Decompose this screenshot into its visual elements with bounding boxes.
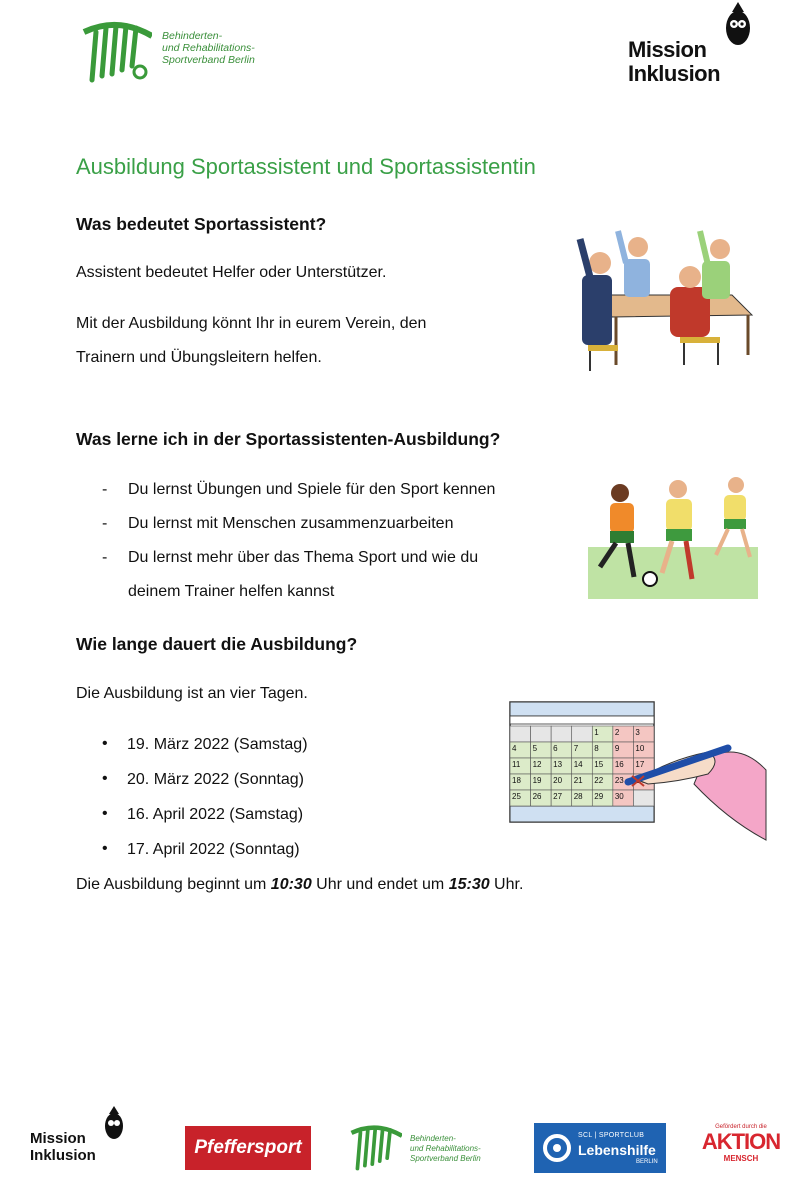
calendar-day-label: 22 xyxy=(594,776,604,785)
calendar-day-label: 26 xyxy=(532,792,542,801)
calendar-day-label: 16 xyxy=(614,760,624,769)
soccer-illustration xyxy=(588,475,758,599)
section-heading-how-long: Wie lange dauert die Ausbildung? xyxy=(76,634,358,654)
calendar-cell xyxy=(510,726,531,742)
meeting-illustration xyxy=(572,225,758,373)
bsb-emblem-icon xyxy=(82,18,152,84)
calendar-illustration xyxy=(508,700,768,850)
calendar-day-label: 2 xyxy=(614,728,620,737)
calendar-day-label: 1 xyxy=(594,728,599,737)
calendar-day-label: 12 xyxy=(532,760,542,769)
calendar-cell xyxy=(633,790,654,806)
date-text: 19. März 2022 (Samstag) xyxy=(127,736,308,753)
learn-list xyxy=(76,480,576,616)
list-item-text: Du lernst Übungen und Spiele für den Sport kennen xyxy=(128,481,496,498)
list-item xyxy=(76,770,476,805)
dash-marker: - xyxy=(102,515,108,532)
calendar-day-label: 13 xyxy=(553,760,563,769)
calendar-day-label: 19 xyxy=(532,776,542,785)
list-item xyxy=(76,805,476,840)
calendar-day-label: 9 xyxy=(614,744,620,753)
section-heading-what-learn: Was lerne ich in der Sportassistenten-Ausbildung? xyxy=(76,429,501,449)
aktion-top-text: Gefördert durch die xyxy=(715,1124,767,1130)
dash-marker: - xyxy=(102,481,108,498)
footer-bsb-line3: Sportverband Berlin xyxy=(410,1154,481,1163)
list-item-continuation xyxy=(76,582,576,616)
section-heading-what-is: Was bedeutet Sportassistent? xyxy=(76,214,327,234)
page-title: Ausbildung Sportassistent und Sportassistentin xyxy=(76,154,536,179)
section1-para1: Assistent bedeutet Helfer oder Unterstützer. xyxy=(76,264,387,281)
date-text: 20. März 2022 (Sonntag) xyxy=(127,771,304,788)
dates-list xyxy=(76,735,476,875)
time-suffix: Uhr. xyxy=(489,876,524,893)
footer-mission-line2: Inklusion xyxy=(30,1147,96,1164)
bsb-logo xyxy=(82,18,272,90)
calendar-day-label: 29 xyxy=(594,792,604,801)
bullet-marker: • xyxy=(102,840,108,857)
time-sentence xyxy=(76,875,523,895)
lebenshilfe-big-text: Lebenshilfe xyxy=(578,1142,656,1158)
section1-para2-line1: Mit der Ausbildung könnt Ihr in eurem Verein, den xyxy=(76,315,427,332)
time-mid: Uhr und endet um xyxy=(311,876,449,893)
calendar-day-label: 15 xyxy=(594,760,604,769)
calendar-day-label: 3 xyxy=(635,728,640,737)
list-item-text: deinem Trainer helfen kannst xyxy=(128,583,335,600)
bullet-marker: • xyxy=(102,805,108,822)
list-item xyxy=(76,514,576,548)
calendar-day-label: 27 xyxy=(553,792,563,801)
date-text: 17. April 2022 (Sonntag) xyxy=(127,841,300,858)
mission-inklusion-logo xyxy=(622,0,762,100)
footer-mission-line1: Mission xyxy=(30,1130,86,1147)
mission-mascot-icon xyxy=(100,1106,128,1140)
list-item xyxy=(76,840,476,875)
calendar-day-label: 21 xyxy=(573,776,583,785)
aktion-mensch-logo xyxy=(698,1124,784,1172)
calendar-day-label: 14 xyxy=(573,760,583,769)
mission-mascot-icon xyxy=(718,2,758,48)
calendar-day-label: 18 xyxy=(512,776,521,785)
calendar-day-label: 17 xyxy=(635,760,645,769)
calendar-day-label: 7 xyxy=(573,744,579,753)
list-item-text: Du lernst mehr über das Thema Sport und wie du xyxy=(128,549,479,566)
date-text: 16. April 2022 (Samstag) xyxy=(127,806,304,823)
bsb-logo-line1: Behinderten- xyxy=(162,30,223,42)
calendar-day-label: 8 xyxy=(594,744,599,753)
list-item xyxy=(76,735,476,770)
time-prefix: Die Ausbildung beginnt um xyxy=(76,876,271,893)
calendar-day-label: 11 xyxy=(512,760,521,769)
calendar-day-label: 30 xyxy=(614,792,624,801)
mission-logo-line1: Mission xyxy=(628,37,707,62)
start-time: 10:30 xyxy=(270,876,312,893)
bullet-marker: • xyxy=(102,770,108,787)
pfeffersport-logo: Pfeffersport xyxy=(185,1126,311,1170)
section3-intro: Die Ausbildung ist an vier Tagen. xyxy=(76,685,308,702)
calendar-day-label: 25 xyxy=(512,792,521,801)
end-time: 15:30 xyxy=(448,876,490,893)
bsb-logo-line3: Sportverband Berlin xyxy=(162,54,255,66)
calendar-day-label: 10 xyxy=(635,744,645,753)
list-item xyxy=(76,480,576,514)
lebenshilfe-sub-text: BERLIN xyxy=(636,1159,658,1165)
lebenshilfe-emblem-icon xyxy=(542,1133,572,1163)
lebenshilfe-small-text: SCL | SPORTCLUB xyxy=(578,1132,645,1139)
bsb-logo-line2: und Rehabilitations- xyxy=(162,42,255,54)
bullet-marker: • xyxy=(102,735,108,752)
calendar-cell xyxy=(572,726,593,742)
footer-bsb-line1: Behinderten- xyxy=(410,1134,456,1143)
aktion-bot-text: MENSCH xyxy=(723,1154,759,1163)
lebenshilfe-logo xyxy=(534,1123,666,1173)
dash-marker: - xyxy=(102,549,108,566)
calendar-day-label: 28 xyxy=(573,792,583,801)
list-item-text: Du lernst mit Menschen zusammenzuarbeiten xyxy=(128,515,454,532)
footer-bsb-logo xyxy=(350,1120,490,1176)
mission-logo-line2: Inklusion xyxy=(628,61,721,86)
footer-bsb-line2: und Rehabilitations- xyxy=(410,1144,481,1153)
calendar-day-label: 20 xyxy=(553,776,563,785)
calendar-cell xyxy=(531,726,552,742)
calendar-cell xyxy=(551,726,572,742)
calendar-day-label: 4 xyxy=(512,744,517,753)
aktion-mid-text: AKTION xyxy=(701,1129,781,1154)
calendar-day-label: 6 xyxy=(553,744,558,753)
footer-mission-inklusion-logo xyxy=(28,1106,128,1176)
calendar-day-label: 23 xyxy=(614,776,624,785)
bsb-emblem-icon xyxy=(350,1122,402,1172)
section1-para2-line2: Trainern und Übungsleitern helfen. xyxy=(76,349,322,366)
calendar-day-label: 5 xyxy=(532,744,538,753)
list-item xyxy=(76,548,576,582)
